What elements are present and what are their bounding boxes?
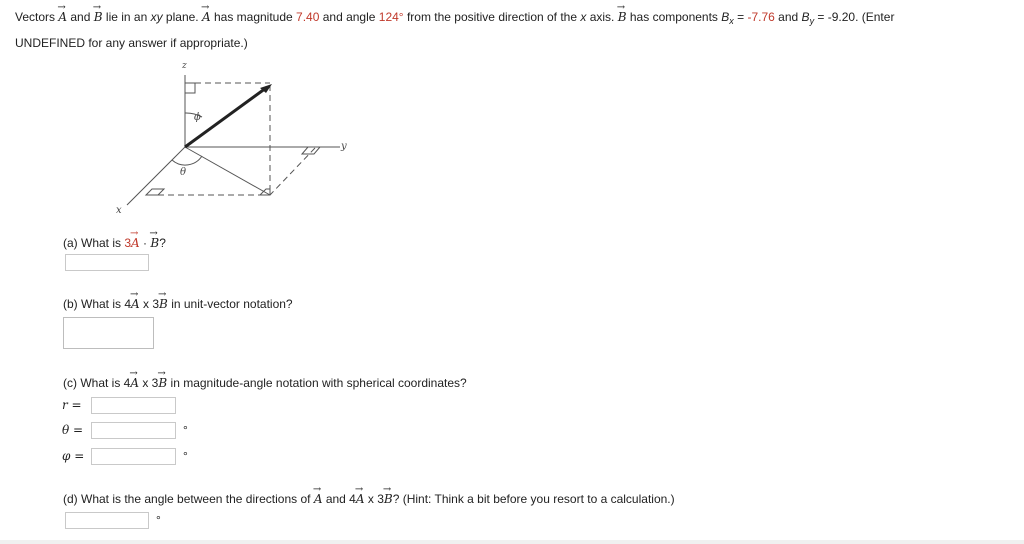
question-a: (a) What is 3→ A · → B? [63,235,166,251]
theta-label: θ [180,167,187,178]
question-d: (d) What is the angle between the directions of → A and 4→ A x 3→ B? (Hint: Think a bit before you resort to a calculation.) [63,491,675,507]
vector-b: → B [94,6,103,28]
answer-a-input[interactable] [65,254,149,271]
phi-label: ϕ [194,112,201,123]
dashed-line-diagonal [270,148,315,195]
answer-phi-input[interactable] [91,448,176,465]
magnitude-value: 7.40 [296,10,320,24]
answer-d-input[interactable] [65,512,149,529]
parallelogram-marker [146,189,164,195]
vector-b: → B [618,6,627,28]
question-b: (b) What is 4→ A x 3→ B in unit-vector notation? [63,296,293,312]
r-label: r = [62,398,82,412]
degree-unit: ° [183,449,188,463]
x-label: x [116,205,122,216]
problem-statement: Vectors → A and → B lie in an xy plane. → A has magnitude 7.40 and angle 124° from the positive direction of the x axis. → B has components $B_x = -7.76$ and $B_y = -9.20$. (Enter UNDEFINED for any answer if appropriate.) [15,6,1015,54]
right-angle-marker [185,83,195,93]
spherical-coordinates-figure [110,55,360,220]
x-axis [127,147,185,205]
vector-a: → A [58,6,67,28]
degree-unit: ° [156,513,161,527]
bx-value: -7.76 [747,10,775,24]
theta-arc [172,156,202,165]
answer-r-input[interactable] [91,397,176,414]
projection-line [185,147,270,195]
answer-theta-input[interactable] [91,422,176,439]
y-label: y [341,141,347,152]
angle-value: 124° [378,10,404,24]
vector-a: → A [202,6,211,28]
question-c: (c) What is 4→ A x 3→ B in magnitude-angle notation with spherical coordinates? [63,375,467,391]
theta-label: θ = [62,423,84,437]
parallelogram-marker [302,147,320,154]
bottom-divider [0,540,1024,544]
degree-unit: ° [183,423,188,437]
answer-b-input[interactable] [63,317,154,349]
z-label: z [182,61,187,71]
phi-label: φ = [62,449,85,463]
